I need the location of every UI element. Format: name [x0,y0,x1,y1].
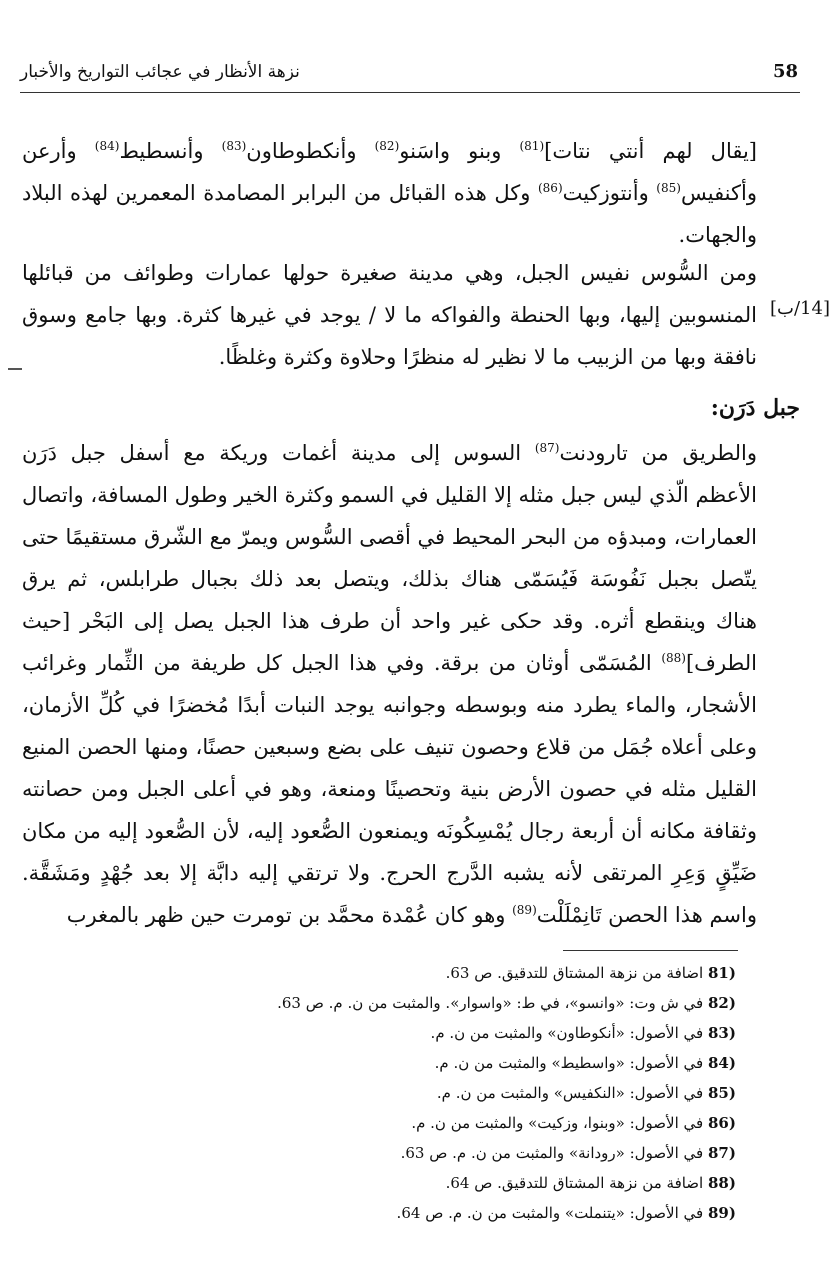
footnote-ref[interactable]: (89) [512,903,537,917]
footnote-item [58,1048,738,1078]
footnote-item [58,958,738,988]
margin-mark [8,368,22,370]
text-line [22,432,757,474]
footnote-text: في الأصول: «يتنملت» والمثبت من ن. م. ص 64. [396,1204,704,1222]
text-line [22,172,757,214]
margin-folio-note: [14/ب] [770,298,830,319]
footnote-number: 81) [708,964,736,982]
footnote-text: في ش وت: «وانسو»، في ط: «واسوار». والمثبت من ن. م. ص 63. [277,994,704,1012]
text-run: وأنتوزكيت [562,181,657,205]
text-run: وأنكطوطاون [246,139,375,163]
text-line: هناك وينقطع أثره. وقد حكى غير واحد أن طرف هذا الجبل يصل إلى البَحْر [حيث [22,609,757,633]
text-line: الأعظم الّذي ليس جبل مثله إلا القليل في السمو وكثرة الخير وطول المسافة، واتصال [22,483,757,507]
running-title: نزهة الأنظار في عجائب التواريخ والأخبار [20,62,300,82]
footnote-text: اضافة من نزهة المشتاق للتدقيق. ص 63. [445,964,704,982]
footnote-separator [563,950,738,951]
text-run: وأنسطيط [119,139,222,163]
text-run: السوس إلى مدينة أغمات وريكة مع أسفل جبل دَرَن [22,441,535,465]
footnote-item [58,988,738,1018]
text-line [22,130,757,172]
footnote-text: في الأصول: «أنكوطاون» والمثبت من ن. م. [430,1024,704,1042]
footnote-item [58,1198,738,1228]
paragraph-jabal-daran [22,432,757,936]
header-rule [20,92,800,93]
text-line: العمارات، ومبدؤه من البحر المحيط في أقصى السُّوس ويمرّ مع الشّرق مستقيمًا حتى [22,525,757,549]
footnote-text: في الأصول: «رودانة» والمثبت من ن. م. ص 63. [400,1144,704,1162]
footnote-number: 88) [708,1174,736,1192]
text-run: وبنو واسَنو [399,139,520,163]
footnote-number: 85) [708,1084,736,1102]
footnote-item [58,1138,738,1168]
footnote-ref[interactable]: (85) [656,181,681,195]
text-run: الطرف] [685,651,757,675]
footnote-item [58,1168,738,1198]
text-run: وكل هذه القبائل من البرابر المصامدة المعمرين لهذه البلاد [22,181,538,205]
footnote-text: في الأصول: «وبنوا، وزكيت» والمثبت من ن. م. [411,1114,704,1132]
footnote-ref[interactable]: (83) [221,139,247,153]
footnote-ref[interactable]: (82) [374,139,400,153]
footnote-ref[interactable]: (81) [519,139,545,153]
footnote-ref[interactable]: (86) [537,181,563,195]
text-line: نافقة وبها من الزبيب ما لا نظير له منظرًا وحلاوة وكثرة وغلظًا. [218,345,757,369]
text-run: وأكنفيس [680,181,757,205]
text-line: المنسوبين إليها، وبها الحنطة والفواكه ما لا / يوجد في غيرها كثرة. وبها جامع وسوق [22,303,757,327]
text-line [22,894,757,936]
text-run: وأرعن [22,139,95,163]
paragraph-tribes [22,130,757,256]
text-line: والجهات. [678,223,757,247]
footnote-item [58,1108,738,1138]
page-number: 58 [772,61,798,82]
text-line [22,642,757,684]
section-heading: جبل دَرَن: [710,395,800,421]
footnote-number: 83) [708,1024,736,1042]
footnote-text: في الأصول: «النكفيس» والمثبت من ن. م. [436,1084,704,1102]
footnote-number: 82) [708,994,736,1012]
text-run: وهو كان عُمْدة محمَّد بن تومرت حين ظهر بالمغرب [66,903,513,927]
footnote-text: اضافة من نزهة المشتاق للتدقيق. ص 64. [445,1174,704,1192]
paragraph-sus [22,252,757,378]
text-line: ومن السُّوس نفيس الجبل، وهي مدينة صغيرة حولها عمارات وطوائف من قبائلها [22,261,757,285]
footnote-number: 84) [708,1054,736,1072]
footnote-number: 87) [708,1144,736,1162]
text-line: الأشجار، والماء يطرد منه وبوسطه وجوانبه يوجد النبات أبدًا مُخضرًا في كُلِّ الأزمان، [22,693,757,717]
text-line: القليل مثله في حصون الأرض بنية وتحصينًا ومنعة، وهو في أعلى الجبل ومن حصانته [22,777,757,801]
text-line: وثقافة مكانه أن أربعة رجال يُمْسِكُونَه ويمنعون الصُّعود إليه، لأن الصُّعود إليه من مكان [22,819,757,843]
text-line: ضَيِّقٍ وَعِرِ المرتقى لأنه يشبه الدَّرج الحرج. ولا ترتقي إليه دابَّة إلا بعد جُهْدٍ ومَشَقَّة. [22,861,757,885]
text-line: يتّصل بجبل نَفُوسَة فَيُسَمّى هناك بذلك، ويتصل بعد ذلك بجبال طرابلس، ثم يرق [22,567,757,591]
footnote-number: 86) [708,1114,736,1132]
footnote-number: 89) [708,1204,736,1222]
text-run: واسم هذا الحصن تَانِمْلَلْت [536,903,757,927]
footnote-text: في الأصول: «واسطيط» والمثبت من ن. م. [434,1054,704,1072]
footnote-ref[interactable]: (88) [661,651,686,665]
footnote-item [58,1078,738,1108]
text-run: والطريق من تارودنت [559,441,757,465]
text-run: [يقال لهم أنتي نتات] [544,139,757,163]
footnote-item [58,1018,738,1048]
footnote-ref[interactable]: (84) [94,139,120,153]
footnote-ref[interactable]: (87) [534,441,560,455]
footnotes [58,958,738,1228]
text-run: المُسَمّى أوثان من برقة. وفي هذا الجبل كل طريفة من الثِّمار وغرائب [22,651,662,675]
text-line: وعلى أعلاه جُمَل من قلاع وحصون تنيف على بضع وسبعين حصنًا، ومنها الحصن المنيع [22,735,757,759]
